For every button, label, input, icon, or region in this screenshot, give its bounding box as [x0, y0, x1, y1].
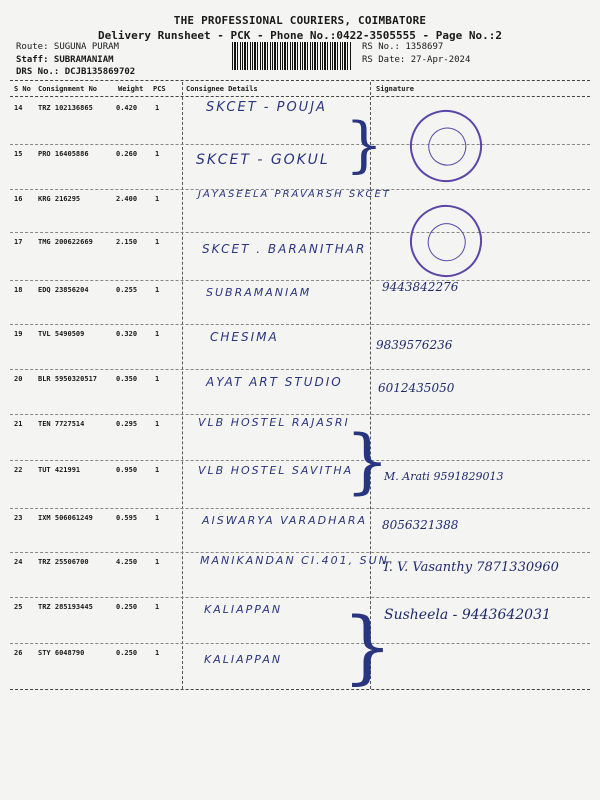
- consignment-number: TVL 5490509: [38, 330, 85, 338]
- consignee-name: CHESIMA: [210, 330, 279, 344]
- rs-info: [362, 41, 470, 66]
- drs-number: DRS No.: DCJB135869702: [16, 67, 136, 77]
- weight: 0.255: [116, 286, 138, 294]
- row-sno: 18: [14, 286, 23, 294]
- consignment-number: TEN 7727514: [38, 420, 85, 428]
- row-sno: 26: [14, 649, 23, 657]
- pieces: 1: [155, 514, 160, 522]
- consignee-name: SKCET - GOKUL: [196, 152, 330, 168]
- recipient-signature: 8056321388: [382, 518, 459, 532]
- consignment-number: EDQ 23856204: [38, 286, 89, 294]
- col-weight: Weight: [118, 85, 144, 93]
- runsheet-subtitle: Delivery Runsheet - PCK - Phone No.:0422-3505555 - Page No.:2: [98, 29, 502, 42]
- col-sno: S No: [14, 85, 31, 93]
- recipient-signature: 9443842276: [382, 280, 459, 294]
- consignee-name: VLB HOSTEL RAJASRI: [198, 416, 350, 429]
- pieces: 1: [155, 603, 160, 611]
- row-divider: [10, 280, 590, 281]
- col-signature: Signature: [376, 85, 414, 93]
- company-title: THE PROFESSIONAL COURIERS, COIMBATORE: [173, 14, 427, 27]
- consignee-name: JAYASEELA PRAVARSH SKCET: [198, 189, 391, 200]
- route-info: [16, 41, 135, 79]
- recipient-signature: 9839576236: [376, 338, 453, 352]
- weight: 0.320: [116, 330, 138, 338]
- weight: 0.420: [116, 104, 138, 112]
- pieces: 1: [155, 375, 160, 383]
- weight: 0.250: [116, 603, 138, 611]
- weight: 2.150: [116, 238, 138, 246]
- row-divider: [10, 324, 590, 325]
- consignee-name: VLB HOSTEL SAVITHA: [198, 464, 354, 477]
- row-divider: [10, 508, 590, 509]
- row-sno: 23: [14, 514, 23, 522]
- consignee-name: KALIAPPAN: [204, 653, 283, 666]
- row-sno: 16: [14, 195, 23, 203]
- recipient-signature: Susheela - 9443642031: [384, 607, 551, 623]
- pieces: 1: [155, 104, 160, 112]
- institution-stamp: [402, 197, 490, 285]
- row-sno: 17: [14, 238, 23, 246]
- consignee-name: SKCET . BARANITHAR: [202, 242, 367, 256]
- staff: Staff: SUBRAMANIAM: [16, 54, 114, 65]
- pieces: 1: [155, 286, 160, 294]
- row-sno: 25: [14, 603, 23, 611]
- row-divider: [10, 232, 590, 233]
- pieces: 1: [155, 330, 160, 338]
- rs-number: RS No.: 1358697: [362, 42, 444, 52]
- col-consignee-details: Consignee Details: [186, 85, 258, 93]
- route: Route: SUGUNA PURAM: [16, 42, 119, 52]
- consignee-name: MANIKANDAN CI.401, SUN: [200, 554, 389, 567]
- pieces: 1: [155, 420, 160, 428]
- row-sno: 24: [14, 558, 23, 566]
- rs-date: RS Date: 27-Apr-2024: [362, 54, 471, 65]
- consignment-number: TRZ 285193445: [38, 603, 93, 611]
- weight: 0.595: [116, 514, 138, 522]
- row-sno: 15: [14, 150, 23, 158]
- recipient-signature: 6012435050: [378, 381, 455, 395]
- consignment-number: TRZ 25506700: [38, 558, 89, 566]
- consignment-number: BLR 5950320517: [38, 375, 98, 383]
- row-divider: [10, 144, 590, 145]
- row-sno: 14: [14, 104, 23, 112]
- consignment-number: IXM 506061249: [38, 514, 93, 522]
- row-divider: [10, 597, 590, 598]
- row-divider: [10, 414, 590, 415]
- weight: 0.295: [116, 420, 138, 428]
- weight: 2.400: [116, 195, 138, 203]
- consignment-number: STY 6048790: [38, 649, 85, 657]
- divider: [10, 80, 590, 81]
- recipient-signature: M. Arati 9591829013: [384, 470, 504, 483]
- weight: 0.950: [116, 466, 138, 474]
- row-divider: [10, 552, 590, 553]
- weight: 0.350: [116, 375, 138, 383]
- recipient-signature: T. V. Vasanthy 7871330960: [382, 560, 559, 575]
- institution-stamp: [400, 100, 492, 192]
- weight: 0.260: [116, 150, 138, 158]
- weight: 0.250: [116, 649, 138, 657]
- brace-mark: }: [345, 420, 390, 502]
- pieces: 1: [155, 150, 160, 158]
- consignment-number: KRG 216295: [38, 195, 81, 203]
- row-sno: 21: [14, 420, 23, 428]
- consignee-name: SKCET - POUJA: [206, 100, 327, 115]
- consignee-name: AYAT ART STUDIO: [206, 375, 343, 389]
- col-consignment: Consignment No: [38, 85, 98, 93]
- consignment-number: TUT 421991: [38, 466, 81, 474]
- consignee-name: SUBRAMANIAM: [206, 286, 312, 299]
- row-divider: [10, 460, 590, 461]
- consignment-number: TRZ 102136865: [38, 104, 93, 112]
- consignee-name: AISWARYA VARADHARA: [202, 514, 368, 527]
- brace-mark: }: [345, 110, 384, 180]
- barcode: [232, 42, 352, 70]
- pieces: 1: [155, 649, 160, 657]
- divider: [10, 96, 590, 97]
- consignment-number: PRO 16405886: [38, 150, 89, 158]
- pieces: 1: [155, 238, 160, 246]
- divider: [10, 689, 590, 690]
- col-pcs: PCS: [153, 85, 166, 93]
- row-sno: 20: [14, 375, 23, 383]
- consignment-number: TMG 200622669: [38, 238, 93, 246]
- row-sno: 22: [14, 466, 23, 474]
- pieces: 1: [155, 466, 160, 474]
- row-divider: [10, 369, 590, 370]
- row-sno: 19: [14, 330, 23, 338]
- brace-mark: }: [342, 600, 393, 693]
- row-divider: [10, 643, 590, 644]
- consignee-name: KALIAPPAN: [204, 603, 283, 616]
- pieces: 1: [155, 558, 160, 566]
- weight: 4.250: [116, 558, 138, 566]
- pieces: 1: [155, 195, 160, 203]
